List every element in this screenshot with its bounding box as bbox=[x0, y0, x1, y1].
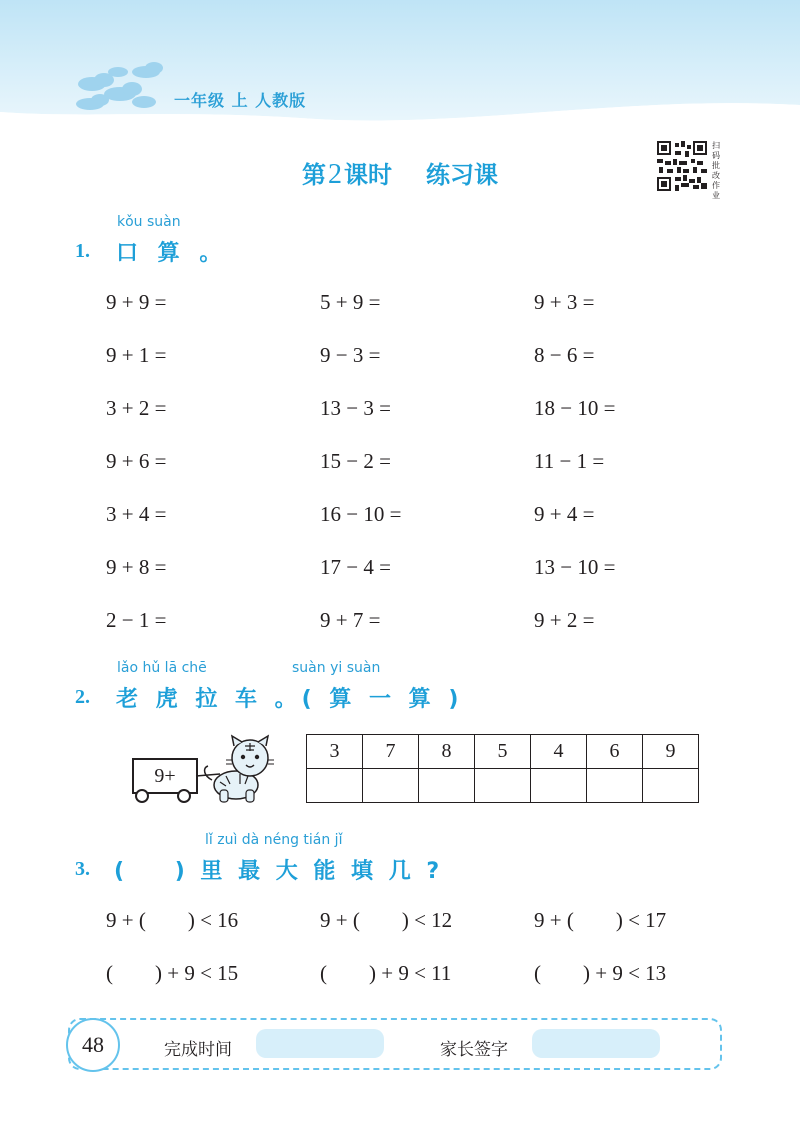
q2-pinyin-calc: suàn yi suàn bbox=[292, 660, 381, 676]
answer-cell[interactable] bbox=[363, 769, 419, 803]
answer-cell[interactable] bbox=[475, 769, 531, 803]
answer-cell[interactable] bbox=[587, 769, 643, 803]
q1-item: 8 − 6 = bbox=[534, 343, 595, 367]
answer-cell[interactable] bbox=[531, 769, 587, 803]
header-background bbox=[0, 0, 800, 130]
title-name: 练习课 bbox=[426, 161, 498, 189]
q1-item: 5 + 9 = bbox=[320, 290, 381, 314]
q1-item: 9 + 4 = bbox=[534, 502, 595, 526]
table-cell: 5 bbox=[475, 735, 531, 769]
q3-item: 9 + ( ) < 12 bbox=[320, 908, 453, 932]
q1-item: 11 − 1 = bbox=[534, 449, 605, 473]
table-cell: 7 bbox=[363, 735, 419, 769]
answer-cell[interactable] bbox=[643, 769, 699, 803]
table-cell: 9 bbox=[643, 735, 699, 769]
table-cell: 3 bbox=[307, 735, 363, 769]
q1-item: 9 + 1 = bbox=[106, 343, 167, 367]
grade-label: 一年级 上 人教版 bbox=[174, 91, 307, 110]
q1-item: 17 − 4 = bbox=[320, 555, 391, 579]
q3-item: 9 + ( ) < 17 bbox=[534, 908, 667, 932]
parent-signature-field[interactable] bbox=[532, 1029, 660, 1058]
q1-item: 13 − 3 = bbox=[320, 396, 391, 420]
q1-item: 2 − 1 = bbox=[106, 608, 167, 632]
q3-pinyin: lǐ zuì dà néng tián jǐ bbox=[205, 832, 343, 848]
q2-heading: 老 虎 拉 车 。( 算 一 算 ) bbox=[116, 687, 464, 712]
title-suffix: 课时 bbox=[344, 161, 392, 189]
q1-item: 15 − 2 = bbox=[320, 449, 391, 473]
q1-item: 9 − 3 = bbox=[320, 343, 381, 367]
q1-item: 9 + 7 = bbox=[320, 608, 381, 632]
completion-time-field[interactable] bbox=[256, 1029, 384, 1058]
q2-pinyin-tiger: lǎo hǔ lā chē bbox=[117, 660, 207, 676]
q3-item: ( ) + 9 < 15 bbox=[106, 961, 239, 985]
q3-item: 9 + ( ) < 16 bbox=[106, 908, 239, 932]
page-number: 48 bbox=[66, 1018, 120, 1072]
q1-item: 9 + 8 = bbox=[106, 555, 167, 579]
q1-heading: 口 算 。 bbox=[116, 241, 228, 266]
table-row bbox=[307, 735, 699, 769]
q1-item: 13 − 10 = bbox=[534, 555, 616, 579]
table-cell: 8 bbox=[419, 735, 475, 769]
title-number: 2 bbox=[328, 159, 342, 190]
qr-code[interactable] bbox=[657, 141, 707, 191]
tiger-number-table bbox=[306, 734, 699, 803]
q1-item: 3 + 2 = bbox=[106, 396, 167, 420]
answer-cell[interactable] bbox=[419, 769, 475, 803]
q3-item: ( ) + 9 < 13 bbox=[534, 961, 667, 985]
parent-signature-label: 家长签字 bbox=[440, 1040, 508, 1060]
table-row bbox=[307, 769, 699, 803]
q2-number: 2. bbox=[75, 686, 90, 708]
title-prefix: 第 bbox=[302, 161, 326, 189]
q1-item: 9 + 9 = bbox=[106, 290, 167, 314]
completion-time-label: 完成时间 bbox=[164, 1040, 232, 1060]
q1-item: 18 − 10 = bbox=[534, 396, 616, 420]
q3-heading: ( ) 里 最 大 能 填 几 ? bbox=[114, 859, 444, 884]
q3-item: ( ) + 9 < 11 bbox=[320, 961, 452, 985]
qr-caption: 扫码批改作业 bbox=[712, 141, 720, 200]
q1-item: 9 + 2 = bbox=[534, 608, 595, 632]
q1-item: 16 − 10 = bbox=[320, 502, 402, 526]
tiger-cart-illustration bbox=[128, 730, 288, 808]
q1-pinyin: kǒu suàn bbox=[117, 214, 181, 230]
q1-item: 3 + 4 = bbox=[106, 502, 167, 526]
q1-item: 9 + 3 = bbox=[534, 290, 595, 314]
cart-label: 9+ bbox=[132, 758, 198, 794]
table-cell: 6 bbox=[587, 735, 643, 769]
answer-cell[interactable] bbox=[307, 769, 363, 803]
table-cell: 4 bbox=[531, 735, 587, 769]
q3-number: 3. bbox=[75, 858, 90, 880]
q1-item: 9 + 6 = bbox=[106, 449, 167, 473]
q1-number: 1. bbox=[75, 240, 90, 262]
